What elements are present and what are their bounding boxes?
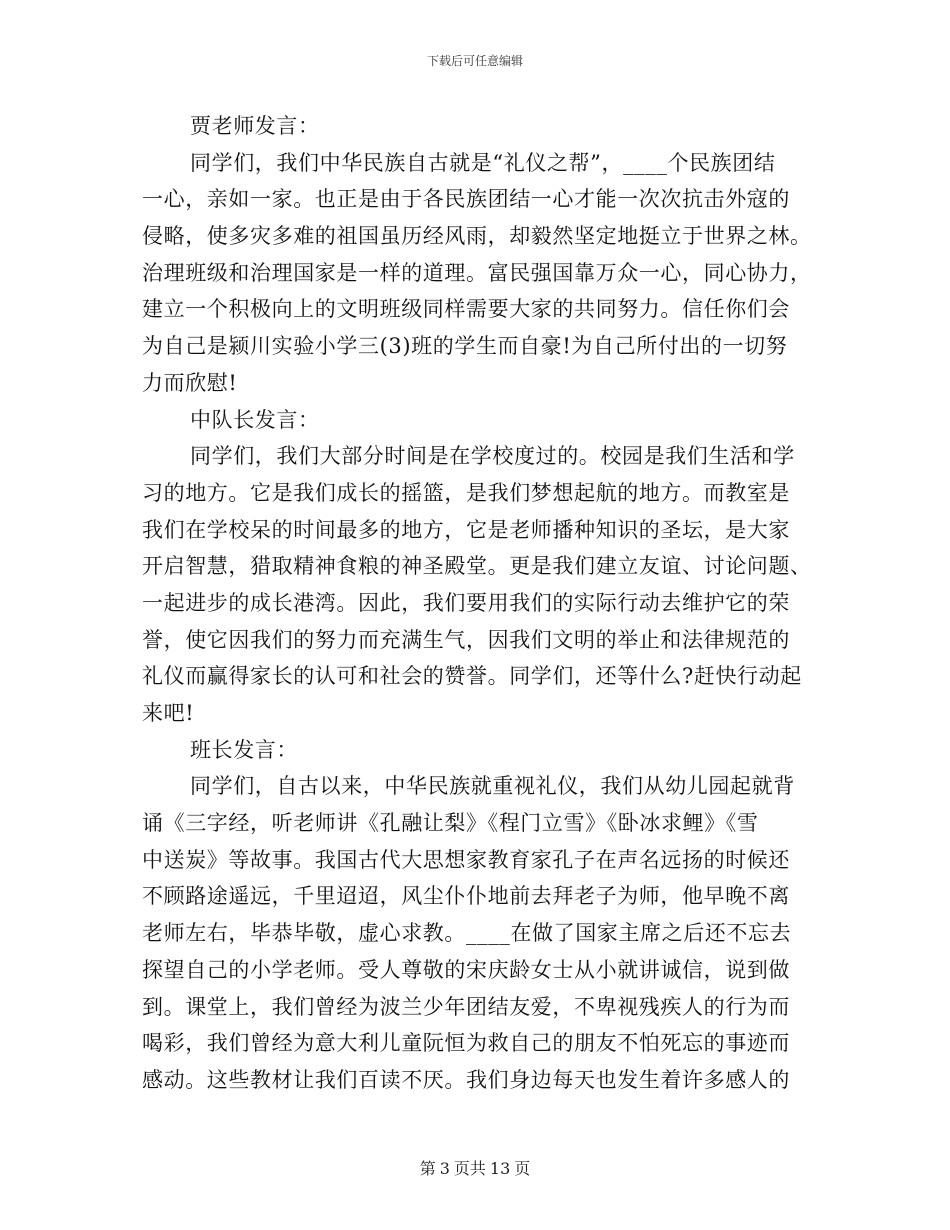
current-page-number: 3 [439, 1159, 450, 1178]
paragraph-line: 老师左右，毕恭毕敬，虚心求教。____在做了国家主席之后还不忘去 [142, 921, 792, 946]
total-page-count: 13 [489, 1159, 511, 1178]
section-heading-jia: 贾老师发言： [190, 114, 320, 138]
paragraph-line: 同学们，我们大部分时间是在学校度过的。校园是我们生活和学 [190, 444, 795, 469]
paragraph-line: 到。课堂上，我们曾经为波兰少年团结友爱，不卑视残疾人的行为而 [142, 994, 790, 1019]
paragraph-line: 力而欣慰! [142, 370, 238, 395]
paragraph-line: 诵《三字经，听老师讲《孔融让梨》《程门立雪》《卧冰求鲤》《雪 [142, 811, 759, 836]
paragraph-line: 治理班级和治理国家是一样的道理。富民强国靠万众一心，同心协力， [142, 260, 812, 285]
paragraph-line: 开启智慧，猎取精神食粮的神圣殿堂。更是我们建立友谊、讨论问题、 [142, 554, 812, 579]
paragraph-line: 探望自己的小学老师。受人尊敬的宋庆龄女士从小就讲诚信，说到做 [142, 957, 790, 982]
paragraph-line: 不顾路途遥远，千里迢迢，风尘仆仆地前去拜老子为师，他早晚不离 [142, 884, 790, 909]
paragraph-line: 誉，使它因我们的努力而充满生气，因我们文明的举止和法律规范的 [142, 627, 790, 652]
paragraph-line: 喝彩，我们曾经为意大利儿童阮恒为救自己的朋友不怕死忘的事迹而 [142, 1031, 790, 1056]
paragraph-line: 礼仪而赢得家长的认可和社会的赞誉。同学们，还等什么?赶快行动起 [142, 664, 802, 689]
section-heading-class-monitor: 班长发言： [190, 737, 298, 762]
footer-middle: 页共 [453, 1159, 486, 1178]
document-body [142, 108, 812, 1099]
paragraph-line: 感动。这些教材让我们百读不厌。我们身边每天也发生着许多感人的 [142, 1067, 790, 1092]
paragraph-line: 同学们，自古以来，中华民族就重视礼仪，我们从幼儿园起就背 [190, 774, 795, 799]
paragraph-line: 同学们，我们中华民族自古就是“礼仪之帮”，____个民族团结 [190, 150, 776, 175]
paragraph-line: 侵略，使多灾多难的祖国虽历经风雨，却毅然坚定地挺立于世界之林。 [142, 224, 812, 249]
page-footer [0, 1156, 950, 1179]
paragraph-line: 为自己是颍川实验小学三(3)班的学生而自豪!为自己所付出的一切努 [142, 334, 788, 359]
header-note: 下载后可任意编辑 [426, 54, 523, 68]
paragraph-line: 来吧! [142, 701, 195, 725]
paragraph-line: 我们在学校呆的时间最多的地方，它是老师播种知识的圣坛，是大家 [142, 517, 790, 542]
paragraph-line: 习的地方。它是我们成长的摇篮，是我们梦想起航的地方。而教室是 [142, 480, 790, 505]
paragraph-line: 一心，亲如一家。也正是由于各民族团结一心才能一次次抗击外寇的 [142, 187, 790, 212]
footer-suffix: 页 [514, 1159, 531, 1178]
paragraph-line: 中送炭》等故事。我国古代大思想家教育家孔子在声名远扬的时候还 [142, 847, 790, 872]
paragraph-line: 一起进步的成长港湾。因此，我们要用我们的实际行动去维护它的荣 [142, 590, 790, 615]
paragraph-line: 建立一个积极向上的文明班级同样需要大家的共同努力。信任你们会 [142, 297, 790, 322]
section-heading-squad-leader: 中队长发言： [190, 407, 320, 432]
footer-prefix: 第 [419, 1159, 436, 1178]
